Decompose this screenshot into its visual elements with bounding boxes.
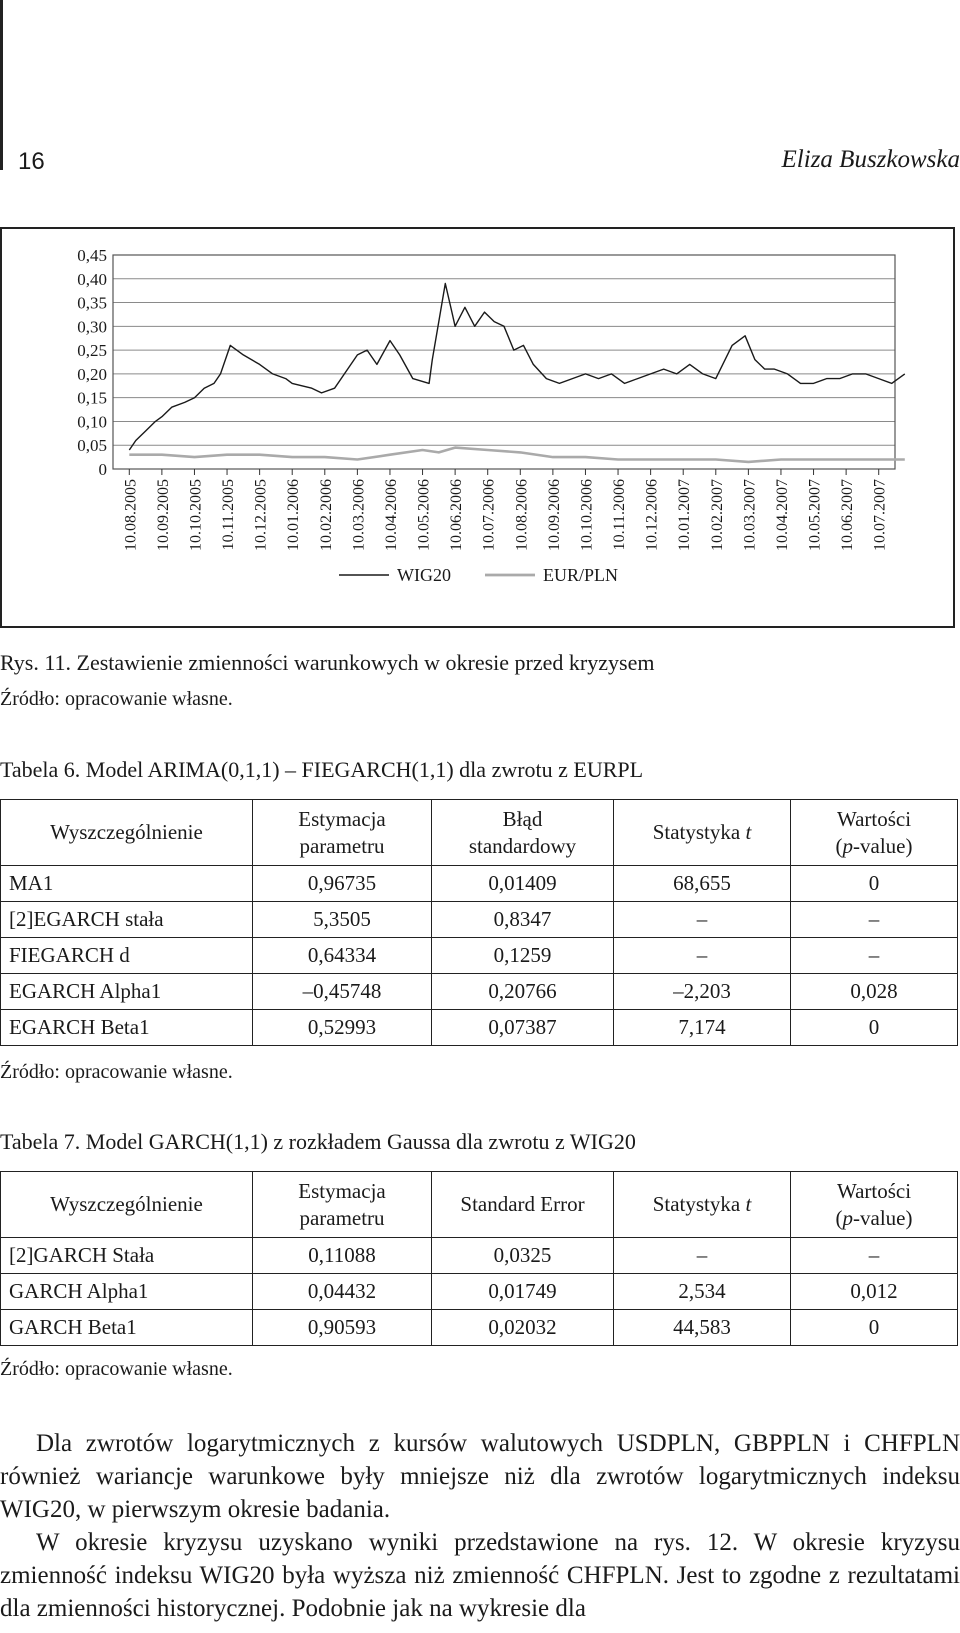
- table-cell: 0,07387: [432, 1010, 614, 1046]
- table-row: [1, 1010, 958, 1046]
- table-cell: 44,583: [614, 1310, 791, 1346]
- running-head-author: Eliza Buszkowska: [781, 146, 960, 173]
- x-tick-label: 10.11.2005: [220, 479, 238, 551]
- table7-header-pvalue: Wartości (p-value): [791, 1172, 958, 1238]
- x-tick-label: 10.03.2007: [741, 479, 759, 551]
- table-cell: 0,64334: [253, 938, 432, 974]
- series-line-wig20: [129, 284, 905, 451]
- table-row: [1, 938, 958, 974]
- paragraph: W okresie kryzysu uzyskano wyniki przedstawione na rys. 12. W okresie kryzysu zmienność indeksu WIG20 była wyższa niż zmienność CHFPLN. Jest to zgodne z rezultatami dla zmienności historycznej. Podobnie jak na wykresie dla: [0, 1529, 960, 1622]
- table-cell: 0,02032: [432, 1310, 614, 1346]
- page-number: 16: [18, 148, 45, 175]
- table-cell: 0,012: [791, 1274, 958, 1310]
- table-cell: 0,11088: [253, 1238, 432, 1274]
- y-tick-label: 0,40: [77, 269, 107, 289]
- plot-frame: [113, 255, 895, 469]
- x-tick-label: 10.05.2007: [806, 479, 824, 551]
- table6-source: Źródło: opracowanie własne.: [0, 1061, 233, 1083]
- x-tick-label: 10.08.2005: [122, 479, 140, 551]
- x-tick-label: 10.10.2006: [578, 479, 596, 551]
- table-cell: –2,203: [614, 974, 791, 1010]
- figure-caption: Rys. 11. Zestawienie zmienności warunkowych w okresie przed kryzysem: [0, 650, 655, 675]
- x-tick-label: 10.09.2006: [545, 479, 563, 551]
- table-cell: –: [614, 938, 791, 974]
- table-cell: –: [614, 1238, 791, 1274]
- x-tick-label: 10.11.2006: [611, 479, 629, 551]
- y-tick-label: 0: [98, 460, 107, 479]
- x-tick-label: 10.07.2007: [871, 479, 889, 551]
- table-cell: MA1: [1, 866, 253, 902]
- x-tick-label: 10.09.2005: [154, 479, 172, 551]
- y-tick-label: 0,25: [77, 341, 107, 361]
- x-tick-label: 10.12.2006: [643, 479, 661, 551]
- table-cell: –: [791, 938, 958, 974]
- y-tick-label: 0,45: [77, 246, 107, 265]
- table-cell: 0,96735: [253, 866, 432, 902]
- table-cell: 0,01409: [432, 866, 614, 902]
- table-row: [1, 1238, 958, 1274]
- table7-source: Źródło: opracowanie własne.: [0, 1358, 233, 1380]
- table-cell: 0,04432: [253, 1274, 432, 1310]
- y-tick-label: 0,05: [77, 436, 107, 456]
- table-cell: 0,0325: [432, 1238, 614, 1274]
- figure-box: [0, 227, 955, 628]
- x-tick-label: 10.10.2005: [187, 479, 205, 551]
- table-cell: EGARCH Beta1: [1, 1010, 253, 1046]
- table-cell: [2]GARCH Stała: [1, 1238, 253, 1274]
- table-row: [1, 1274, 958, 1310]
- table-cell: GARCH Beta1: [1, 1310, 253, 1346]
- table-cell: 0,90593: [253, 1310, 432, 1346]
- table6-header-pvalue: Wartości (p-value): [791, 800, 958, 866]
- y-tick-label: 0,30: [77, 317, 107, 337]
- x-tick-label: 10.06.2006: [448, 479, 466, 551]
- margin-rule: [0, 0, 3, 170]
- table-row: [1, 974, 958, 1010]
- table6-header-tstat: Statystyka t: [614, 800, 791, 866]
- x-tick-label: 10.06.2007: [839, 479, 857, 551]
- table7-header-estimate: Estymacja parametru: [253, 1172, 432, 1238]
- table-cell: –0,45748: [253, 974, 432, 1010]
- table-cell: 0,20766: [432, 974, 614, 1010]
- x-tick-label: 10.08.2006: [513, 479, 531, 551]
- table6-header-item: Wyszczególnienie: [1, 800, 253, 866]
- table-cell: EGARCH Alpha1: [1, 974, 253, 1010]
- legend-label: WIG20: [397, 565, 451, 585]
- table7-title: Tabela 7. Model GARCH(1,1) z rozkładem Gaussa dla zwrotu z WIG20: [0, 1129, 636, 1154]
- table7-header-stderr: Standard Error: [432, 1172, 614, 1238]
- table-cell: –: [614, 902, 791, 938]
- body-text: [0, 1427, 960, 1625]
- x-tick-label: 10.04.2006: [382, 479, 400, 551]
- y-tick-label: 0,15: [77, 388, 107, 408]
- y-tick-label: 0,35: [77, 293, 107, 313]
- table-cell: 68,655: [614, 866, 791, 902]
- volatility-chart: [2, 229, 953, 626]
- table7-header-item: Wyszczególnienie: [1, 1172, 253, 1238]
- table6-title: Tabela 6. Model ARIMA(0,1,1) – FIEGARCH(1,1) dla zwrotu z EURPL: [0, 757, 644, 782]
- x-tick-label: 10.01.2007: [676, 479, 694, 551]
- table-cell: 0,028: [791, 974, 958, 1010]
- table-cell: 5,3505: [253, 902, 432, 938]
- series-line-eur-pln: [129, 448, 905, 462]
- table-row: [1, 1310, 958, 1346]
- y-tick-label: 0,10: [77, 412, 107, 432]
- table6: [0, 799, 958, 1046]
- paragraph: Dla zwrotów logarytmicznych z kursów walutowych USDPLN, GBPPLN i CHFPLN również wariancje warunkowe były mniejsze niż dla zwrotów logarytmicznych indeksu WIG20, w pierwszym okresie badania.: [0, 1430, 960, 1523]
- table-cell: 7,174: [614, 1010, 791, 1046]
- table7-header-tstat: Statystyka t: [614, 1172, 791, 1238]
- figure-source: Źródło: opracowanie własne.: [0, 688, 233, 710]
- table-cell: [2]EGARCH stała: [1, 902, 253, 938]
- table-cell: 0,1259: [432, 938, 614, 974]
- table-cell: 0: [791, 1310, 958, 1346]
- table-cell: 0,52993: [253, 1010, 432, 1046]
- table-cell: –: [791, 1238, 958, 1274]
- x-tick-label: 10.02.2006: [317, 479, 335, 551]
- x-tick-label: 10.04.2007: [773, 479, 791, 551]
- table-cell: 0,8347: [432, 902, 614, 938]
- x-tick-label: 10.07.2006: [480, 479, 498, 551]
- x-tick-label: 10.02.2007: [708, 479, 726, 551]
- table-cell: –: [791, 902, 958, 938]
- x-tick-label: 10.01.2006: [285, 479, 303, 551]
- table-cell: FIEGARCH d: [1, 938, 253, 974]
- x-tick-label: 10.03.2006: [350, 479, 368, 551]
- table-cell: 0: [791, 1010, 958, 1046]
- table-cell: 0,01749: [432, 1274, 614, 1310]
- table-cell: GARCH Alpha1: [1, 1274, 253, 1310]
- y-tick-label: 0,20: [77, 364, 107, 384]
- table6-header-estimate: Estymacja parametru: [253, 800, 432, 866]
- table-row: [1, 866, 958, 902]
- table-cell: 2,534: [614, 1274, 791, 1310]
- x-tick-label: 10.12.2005: [252, 479, 270, 551]
- table-cell: 0: [791, 866, 958, 902]
- table6-header-stderr: Błąd standardowy: [432, 800, 614, 866]
- legend-label: EUR/PLN: [543, 565, 619, 585]
- table7: [0, 1171, 958, 1346]
- table-row: [1, 902, 958, 938]
- x-tick-label: 10.05.2006: [415, 479, 433, 551]
